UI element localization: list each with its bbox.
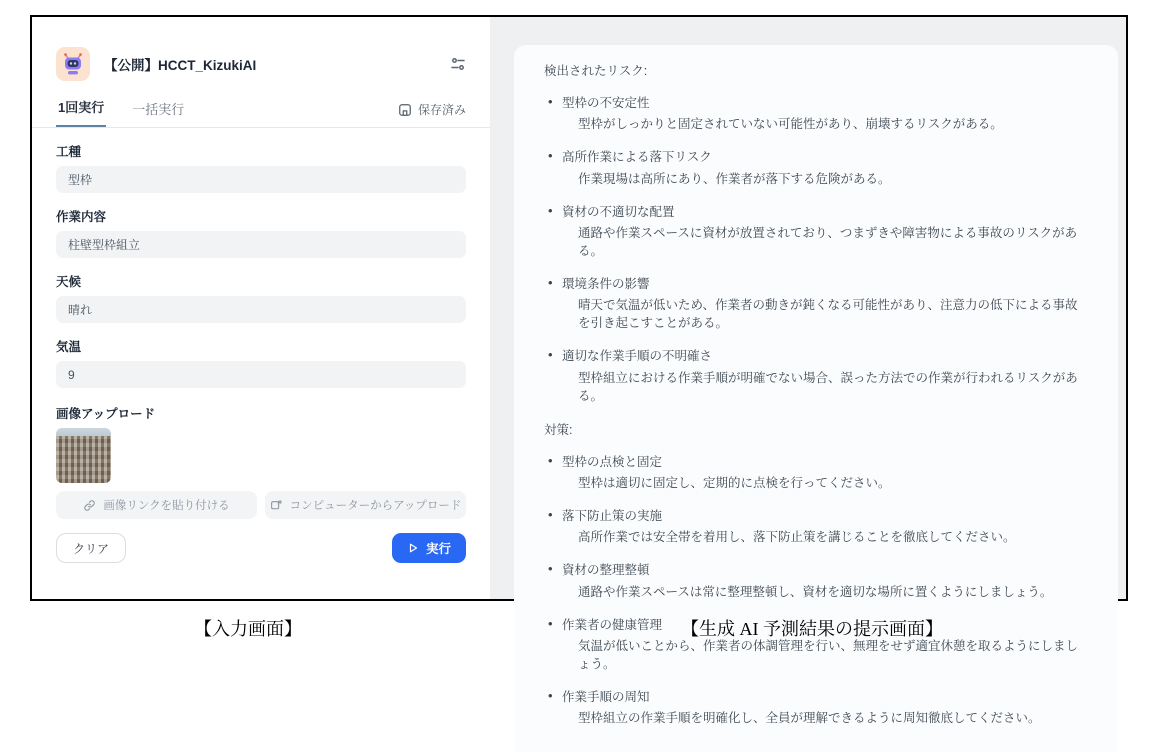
measure-title: • 作業手順の周知: [544, 688, 1088, 706]
field-input-sagyou-naiyou[interactable]: [56, 231, 466, 258]
measure-desc: 気温が低いことから、作業者の体調管理を行い、無理をせず適宜休憩を取るようにしましょう。: [578, 638, 1079, 671]
risk-desc: 作業現場は高所にあり、作業者が落下する危険がある。: [578, 171, 891, 186]
run-button[interactable]: [392, 533, 466, 563]
input-panel: [32, 17, 490, 599]
risk-title: • 適切な作業手順の不明確さ: [544, 347, 1088, 365]
field-label: 天候: [56, 275, 82, 289]
risk-desc: 通路や作業スペースに資材が放置されており、つまずきや障害物による事故のリスクがある。: [578, 225, 1078, 258]
field-input-koushu[interactable]: [56, 166, 466, 193]
form-footer: [56, 533, 466, 563]
measure-item: [544, 688, 1088, 727]
field-label: 工種: [56, 145, 82, 159]
link-icon: [83, 499, 96, 512]
robot-icon: [56, 47, 90, 81]
measure-desc: 型枠は適切に固定し、定期的に点検を行ってください。: [578, 476, 891, 490]
ai-result-card: [514, 45, 1118, 752]
risk-desc: 型枠がしっかりと固定されていない可能性があり、崩壊するリスクがある。: [578, 117, 1003, 132]
measure-item: [544, 561, 1088, 600]
measure-item: [544, 453, 1088, 492]
risk-item: [544, 347, 1088, 404]
risk-item: [544, 148, 1088, 187]
clear-button[interactable]: クリア: [56, 533, 126, 563]
measure-desc: 通路や作業スペースは常に整理整頓し、資材を適切な場所に置くようにしましょう。: [578, 584, 1053, 599]
caption-input-screen: 【入力画面】: [194, 619, 302, 639]
saved-label: 保存済み: [417, 103, 466, 117]
measure-desc: 型枠組立の作業手順を明確化し、全員が理解できるように周知徹底してください。: [578, 711, 1041, 726]
upload-actions: [56, 491, 466, 519]
tab-divider: [32, 127, 490, 128]
measure-item: [544, 507, 1088, 546]
field-label: 作業内容: [56, 210, 107, 224]
form-field-sagyou-naiyou: [56, 207, 466, 258]
image-upload-icon: [270, 499, 283, 512]
risk-item: [544, 94, 1088, 133]
sliders-icon[interactable]: [450, 56, 466, 72]
computer-upload-label: コンピューターからアップロード: [289, 500, 462, 512]
risk-title: • 環境条件の影響: [544, 275, 1088, 293]
bookmark-icon: [398, 103, 412, 117]
saved-status[interactable]: [398, 101, 466, 127]
uploaded-image-thumbnail[interactable]: [56, 428, 111, 483]
measure-title: • 作業者の健康管理: [544, 616, 1088, 634]
risk-item: [544, 275, 1088, 332]
measure-desc: 高所作業では安全帯を着用し、落下防止策を講じることを徹底してください。: [578, 530, 1016, 545]
measures-heading: 対策:: [544, 422, 573, 437]
measure-title: • 落下防止策の実施: [544, 507, 1088, 525]
run-button-label: 実行: [425, 542, 451, 556]
field-label: 気温: [56, 340, 82, 354]
tab-batch-run[interactable]: 一括実行: [132, 102, 185, 117]
risks-heading: 検出されたリスク:: [544, 64, 648, 78]
paste-link-label: 画像リンクを貼り付ける: [103, 500, 230, 512]
risk-title: • 型枠の不安定性: [544, 94, 1088, 112]
paste-image-link-button[interactable]: [56, 491, 257, 519]
tab-bar: [56, 97, 466, 127]
field-input-kion[interactable]: [56, 361, 466, 388]
app-title: 【公開】HCCT_KizukiAI: [104, 58, 257, 73]
app-header: [56, 47, 466, 81]
caption-ai-result-screen: 【生成 AI 予測結果の提示画面】: [681, 619, 943, 639]
measure-title: • 型枠の点検と固定: [544, 453, 1088, 471]
field-input-tenkou[interactable]: [56, 296, 466, 323]
form-field-tenkou: [56, 272, 466, 323]
measure-title: • 資材の整理整頓: [544, 561, 1088, 579]
play-icon: [407, 542, 419, 554]
risk-title: • 資材の不適切な配置: [544, 203, 1088, 221]
risk-title: • 高所作業による落下リスク: [544, 148, 1088, 166]
form-field-koushu: [56, 142, 466, 193]
image-upload-label: 画像アップロード: [56, 407, 156, 421]
risk-desc: 型枠組立における作業手順が明確でない場合、誤った方法での作業が行われるリスクがある。: [578, 370, 1078, 403]
form-field-kion: [56, 337, 466, 388]
tab-single-run[interactable]: 1回実行: [56, 97, 106, 127]
risk-desc: 晴天で気温が低いため、作業者の動きが鈍くなる可能性があり、注意力の低下による事故を引き起こすことがある。: [578, 298, 1078, 331]
risk-item: [544, 203, 1088, 260]
computer-upload-button[interactable]: [265, 491, 466, 519]
